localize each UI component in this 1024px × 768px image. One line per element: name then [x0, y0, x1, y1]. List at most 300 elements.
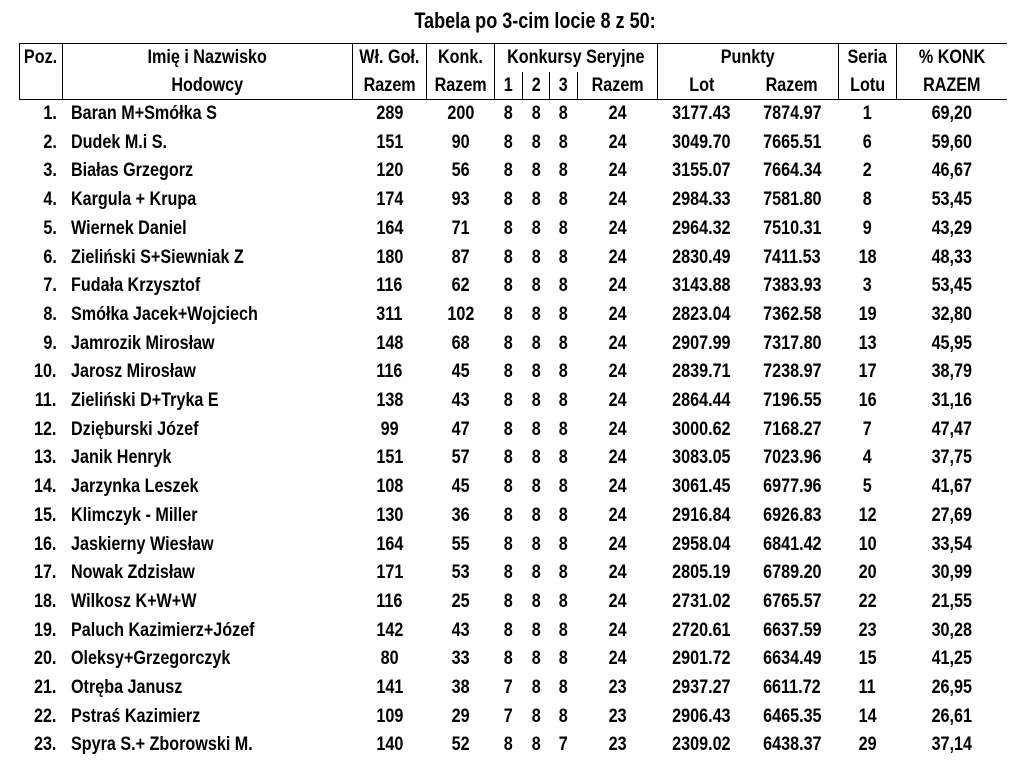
cell-name: Otręba Janusz [70, 677, 182, 699]
cell-ks1: 8 [503, 734, 513, 756]
cell-seria: 13 [858, 332, 877, 354]
cell-ks-razem: 24 [608, 533, 627, 555]
cell-lot: 2916.84 [672, 504, 731, 526]
table-row [20, 617, 1008, 646]
cell-ks-razem: 24 [608, 648, 627, 670]
cell-lot: 3083.05 [672, 447, 731, 469]
cell-punkty-razem: 7664.34 [762, 160, 822, 182]
cell-name: Janik Henryk [70, 447, 172, 469]
cell-wl: 164 [376, 217, 403, 239]
cell-ks2: 8 [531, 131, 541, 153]
table-row [20, 129, 1008, 158]
table-row [20, 100, 1008, 129]
cell-punkty-razem: 6634.49 [762, 648, 822, 670]
cell-lot: 3177.43 [672, 103, 731, 124]
cell-poz: 8. [43, 303, 57, 325]
cell-ks-razem: 23 [608, 677, 627, 699]
cell-ks2: 8 [531, 677, 541, 699]
cell-proc: 41,67 [931, 476, 972, 498]
cell-konk: 33 [451, 648, 470, 670]
cell-punkty-razem: 7023.96 [762, 447, 822, 469]
cell-proc: 30,28 [931, 619, 972, 641]
col-hodowcy-subheader: Hodowcy [63, 72, 353, 100]
cell-ks3: 8 [558, 504, 568, 526]
cell-ks3: 8 [558, 361, 568, 383]
cell-konk: 90 [451, 131, 470, 153]
cell-poz: 22. [34, 705, 57, 727]
cell-punkty-razem: 6438.37 [762, 734, 822, 756]
cell-name: Jamrozik Mirosław [70, 332, 215, 354]
cell-ks-razem: 24 [608, 418, 627, 440]
table-row [20, 244, 1008, 273]
cell-wl: 151 [376, 447, 403, 469]
cell-ks2: 8 [531, 189, 541, 211]
cell-ks-razem: 24 [608, 189, 627, 211]
cell-proc: 27,69 [931, 504, 972, 526]
col-proc-header: % KONK [896, 44, 1007, 73]
cell-name: Jarosz Mirosław [70, 361, 196, 383]
cell-ks3: 8 [558, 562, 568, 584]
col-konkursy-seryjne-header: Konkursy Seryjne [495, 44, 658, 73]
cell-name: Fudała Krzysztof [70, 275, 200, 297]
cell-ks-razem: 23 [608, 734, 627, 756]
cell-konk: 55 [451, 533, 470, 555]
cell-punkty-razem: 6637.59 [762, 619, 822, 641]
table-row [20, 301, 1008, 330]
cell-ks2: 8 [531, 476, 541, 498]
cell-wl: 80 [380, 648, 399, 670]
cell-ks-razem: 24 [608, 131, 627, 153]
col-konk-subheader: Razem [427, 72, 495, 100]
cell-ks1: 8 [503, 447, 513, 469]
cell-punkty-razem: 7362.58 [762, 303, 822, 325]
table-row [20, 157, 1008, 186]
cell-seria: 22 [858, 590, 877, 612]
cell-proc: 41,25 [931, 648, 972, 670]
cell-seria: 16 [858, 390, 877, 412]
cell-ks1: 8 [503, 246, 513, 268]
cell-konk: 25 [451, 590, 470, 612]
cell-lot: 2830.49 [672, 246, 731, 268]
cell-lot: 2720.61 [672, 619, 731, 641]
cell-seria: 14 [858, 705, 877, 727]
cell-ks2: 8 [531, 303, 541, 325]
cell-konk: 45 [451, 361, 470, 383]
cell-wl: 138 [376, 390, 403, 412]
cell-ks-razem: 24 [608, 217, 627, 239]
cell-konk: 53 [451, 562, 470, 584]
cell-konk: 71 [451, 217, 470, 239]
cell-poz: 5. [43, 217, 57, 239]
cell-ks3: 8 [558, 648, 568, 670]
cell-konk: 62 [451, 275, 470, 297]
cell-ks2: 8 [531, 217, 541, 239]
cell-poz: 2. [43, 131, 57, 153]
cell-proc: 46,67 [931, 160, 972, 182]
cell-name: Dzięburski Józef [70, 418, 198, 440]
cell-punkty-razem: 7168.27 [762, 418, 822, 440]
cell-ks2: 8 [531, 103, 541, 124]
cell-ks-razem: 24 [608, 476, 627, 498]
cell-lot: 3143.88 [672, 275, 731, 297]
table-row [20, 645, 1008, 674]
col-poz-subheader [20, 72, 63, 100]
cell-name: Oleksy+Grzegorczyk [70, 648, 230, 670]
cell-ks3: 8 [558, 390, 568, 412]
table-row [20, 473, 1008, 502]
cell-name: Kargula + Krupa [70, 189, 196, 211]
cell-proc: 37,75 [931, 447, 972, 469]
cell-wl: 151 [376, 131, 403, 153]
cell-ks1: 8 [503, 303, 513, 325]
cell-seria: 8 [862, 189, 872, 211]
cell-proc: 31,16 [931, 390, 972, 412]
cell-ks1: 8 [503, 476, 513, 498]
cell-wl: 140 [376, 734, 403, 756]
cell-poz: 7. [43, 275, 57, 297]
cell-ks2: 8 [531, 562, 541, 584]
cell-proc: 47,47 [931, 418, 972, 440]
cell-konk: 93 [451, 189, 470, 211]
cell-ks2: 8 [531, 533, 541, 555]
cell-proc: 45,95 [931, 332, 972, 354]
table-row [20, 703, 1008, 732]
cell-lot: 2864.44 [672, 390, 731, 412]
table-row [20, 444, 1008, 473]
cell-poz: 21. [34, 677, 57, 699]
cell-name: Nowak Zdzisław [70, 562, 195, 584]
col-proc-subheader: RAZEM [896, 72, 1007, 100]
cell-proc: 26,95 [931, 677, 972, 699]
cell-seria: 6 [862, 131, 872, 153]
cell-ks3: 8 [558, 189, 568, 211]
cell-ks1: 8 [503, 189, 513, 211]
cell-lot: 2906.43 [672, 705, 731, 727]
cell-ks3: 8 [558, 303, 568, 325]
cell-name: Spyra S.+ Zborowski M. [70, 734, 253, 756]
cell-seria: 11 [858, 677, 876, 699]
cell-seria: 12 [858, 504, 877, 526]
cell-ks1: 8 [503, 390, 513, 412]
cell-ks1: 8 [503, 562, 513, 584]
cell-poz: 11. [34, 390, 57, 412]
cell-lot: 2901.72 [672, 648, 731, 670]
cell-proc: 53,45 [931, 275, 972, 297]
cell-seria: 4 [862, 447, 872, 469]
cell-seria: 20 [858, 562, 877, 584]
cell-seria: 29 [858, 734, 877, 756]
cell-wl: 164 [376, 533, 403, 555]
table-row [20, 559, 1008, 588]
cell-ks-razem: 24 [608, 562, 627, 584]
cell-ks2: 8 [531, 160, 541, 182]
cell-seria: 18 [858, 246, 877, 268]
cell-name: Zieliński S+Siewniak Z [70, 246, 244, 268]
cell-ks3: 8 [558, 677, 568, 699]
cell-ks1: 8 [503, 160, 513, 182]
cell-ks-razem: 24 [608, 246, 627, 268]
cell-ks-razem: 24 [608, 160, 627, 182]
cell-ks-razem: 23 [608, 705, 627, 727]
cell-ks3: 8 [558, 275, 568, 297]
cell-name: Wilkosz K+W+W [70, 590, 196, 612]
cell-poz: 3. [43, 160, 57, 182]
col-seria-header: Seria [838, 44, 896, 73]
cell-poz: 16. [34, 533, 57, 555]
cell-ks1: 8 [503, 332, 513, 354]
cell-punkty-razem: 6841.42 [762, 533, 822, 555]
cell-ks2: 8 [531, 705, 541, 727]
cell-poz: 23. [34, 734, 57, 756]
cell-proc: 33,54 [931, 533, 972, 555]
table-row [20, 330, 1008, 359]
cell-lot: 2309.02 [672, 734, 731, 756]
cell-ks3: 8 [558, 217, 568, 239]
cell-name: Pstraś Kazimierz [70, 705, 200, 727]
cell-ks-razem: 24 [608, 447, 627, 469]
cell-wl: 108 [376, 476, 403, 498]
cell-konk: 56 [451, 160, 470, 182]
cell-ks-razem: 24 [608, 361, 627, 383]
cell-ks2: 8 [531, 361, 541, 383]
cell-poz: 6. [43, 246, 57, 268]
cell-seria: 5 [862, 476, 872, 498]
cell-wl: 174 [376, 189, 403, 211]
table-row [20, 588, 1008, 617]
cell-konk: 57 [451, 447, 470, 469]
col-name-header: Imię i Nazwisko [63, 44, 353, 73]
cell-ks3: 8 [558, 705, 568, 727]
cell-ks1: 8 [503, 131, 513, 153]
cell-lot: 2805.19 [672, 562, 731, 584]
table-row [20, 731, 1008, 760]
cell-seria: 10 [858, 533, 877, 555]
cell-lot: 2731.02 [672, 590, 731, 612]
cell-seria: 9 [862, 217, 872, 239]
cell-konk: 52 [451, 734, 470, 756]
cell-ks2: 8 [531, 390, 541, 412]
col-poz-header: Poz. [20, 44, 63, 73]
col-punkty-header: Punkty [657, 44, 838, 73]
cell-seria: 1 [862, 103, 872, 124]
cell-poz: 15. [34, 504, 57, 526]
cell-konk: 38 [451, 677, 470, 699]
cell-ks2: 8 [531, 590, 541, 612]
cell-proc: 43,29 [931, 217, 972, 239]
cell-punkty-razem: 7238.97 [762, 361, 822, 383]
cell-proc: 38,79 [931, 361, 972, 383]
cell-ks-razem: 24 [608, 619, 627, 641]
cell-ks3: 7 [558, 734, 568, 756]
cell-ks2: 8 [531, 246, 541, 268]
cell-ks3: 8 [558, 103, 568, 124]
cell-proc: 59,60 [931, 131, 972, 153]
cell-ks2: 8 [531, 418, 541, 440]
cell-ks2: 8 [531, 332, 541, 354]
col-lot-subheader: Lot [657, 72, 746, 100]
cell-name: Dudek M.i S. [70, 131, 167, 153]
cell-lot: 3049.70 [672, 131, 731, 153]
cell-ks1: 8 [503, 504, 513, 526]
cell-konk: 43 [451, 390, 470, 412]
cell-proc: 48,33 [931, 246, 972, 268]
cell-ks1: 8 [503, 361, 513, 383]
cell-punkty-razem: 7383.93 [762, 275, 822, 297]
cell-proc: 53,45 [931, 189, 972, 211]
cell-poz: 14. [34, 476, 57, 498]
cell-wl: 99 [380, 418, 399, 440]
cell-ks1: 7 [503, 677, 513, 699]
cell-ks3: 8 [558, 418, 568, 440]
cell-punkty-razem: 7874.97 [762, 103, 822, 124]
cell-konk: 36 [451, 504, 470, 526]
cell-ks-razem: 24 [608, 390, 627, 412]
cell-lot: 2964.32 [672, 217, 731, 239]
cell-ks3: 8 [558, 533, 568, 555]
cell-proc: 21,55 [931, 590, 972, 612]
cell-ks-razem: 24 [608, 590, 627, 612]
cell-proc: 37,14 [931, 734, 972, 756]
col-konk-header: Konk. [427, 44, 495, 73]
cell-poz: 13. [34, 447, 57, 469]
cell-seria: 15 [858, 648, 877, 670]
results-table [19, 43, 1007, 760]
cell-punkty-razem: 6926.83 [762, 504, 822, 526]
cell-ks2: 8 [531, 275, 541, 297]
cell-konk: 87 [451, 246, 470, 268]
cell-lot: 2958.04 [672, 533, 731, 555]
cell-name: Paluch Kazimierz+Józef [70, 619, 255, 641]
cell-punkty-razem: 7196.55 [762, 390, 822, 412]
cell-ks1: 8 [503, 418, 513, 440]
cell-poz: 18. [34, 590, 57, 612]
table-row [20, 387, 1008, 416]
cell-lot: 3155.07 [672, 160, 731, 182]
cell-konk: 47 [451, 418, 470, 440]
cell-punkty-razem: 7581.80 [762, 189, 822, 211]
cell-ks-razem: 24 [608, 504, 627, 526]
cell-name: Baran M+Smółka S [70, 103, 217, 124]
cell-poz: 10. [34, 361, 57, 383]
cell-seria: 19 [858, 303, 877, 325]
cell-lot: 3061.45 [672, 476, 731, 498]
cell-wl: 116 [376, 590, 403, 612]
cell-konk: 29 [451, 705, 470, 727]
cell-ks3: 8 [558, 619, 568, 641]
cell-ks2: 8 [531, 648, 541, 670]
cell-punkty-razem: 7317.80 [762, 332, 822, 354]
cell-poz: 9. [43, 332, 57, 354]
cell-ks2: 8 [531, 619, 541, 641]
cell-punkty-razem: 6765.57 [762, 590, 822, 612]
cell-lot: 3000.62 [672, 418, 731, 440]
cell-lot: 2937.27 [672, 677, 731, 699]
cell-seria: 17 [858, 361, 877, 383]
cell-ks3: 8 [558, 590, 568, 612]
cell-poz: 17. [34, 562, 57, 584]
cell-punkty-razem: 6611.72 [763, 677, 821, 699]
cell-poz: 12. [34, 418, 57, 440]
table-row [20, 358, 1008, 387]
cell-ks1: 8 [503, 619, 513, 641]
cell-punkty-razem: 6465.35 [762, 705, 822, 727]
col-ks3-subheader: 3 [550, 72, 578, 100]
cell-wl: 141 [376, 677, 403, 699]
cell-seria: 3 [862, 275, 872, 297]
cell-name: Klimczyk - Miller [70, 504, 198, 526]
cell-proc: 69,20 [931, 103, 972, 124]
cell-ks3: 8 [558, 476, 568, 498]
cell-ks3: 8 [558, 447, 568, 469]
cell-poz: 19. [34, 619, 57, 641]
cell-wl: 142 [376, 619, 403, 641]
cell-name: Wiernek Daniel [70, 217, 187, 239]
cell-ks3: 8 [558, 332, 568, 354]
cell-poz: 4. [43, 189, 57, 211]
cell-ks3: 8 [558, 246, 568, 268]
cell-wl: 109 [376, 705, 403, 727]
cell-ks1: 8 [503, 590, 513, 612]
cell-lot: 2907.99 [672, 332, 731, 354]
cell-wl: 116 [376, 361, 403, 383]
cell-poz: 1. [43, 103, 57, 124]
cell-poz: 20. [34, 648, 57, 670]
cell-ks-razem: 24 [608, 332, 627, 354]
table-row [20, 674, 1008, 703]
table-row [20, 531, 1008, 560]
cell-punkty-razem: 6977.96 [762, 476, 822, 498]
cell-proc: 30,99 [931, 562, 972, 584]
cell-ks1: 8 [503, 217, 513, 239]
cell-punkty-razem: 7510.31 [762, 217, 822, 239]
cell-name: Jaskierny Wiesław [70, 533, 214, 555]
cell-konk: 102 [447, 303, 474, 325]
col-punkty-razem-subheader: Razem [746, 72, 838, 100]
cell-ks1: 8 [503, 533, 513, 555]
cell-ks1: 8 [503, 275, 513, 297]
cell-proc: 32,80 [931, 303, 972, 325]
cell-wl: 171 [376, 562, 403, 584]
cell-name: Jarzynka Leszek [70, 476, 198, 498]
cell-seria: 2 [862, 160, 872, 182]
cell-punkty-razem: 6789.20 [762, 562, 822, 584]
cell-konk: 200 [447, 103, 474, 124]
table-row [20, 215, 1008, 244]
table-body [20, 100, 1008, 761]
cell-konk: 43 [451, 619, 470, 641]
cell-wl: 180 [376, 246, 403, 268]
cell-ks1: 8 [503, 103, 513, 124]
cell-ks3: 8 [558, 160, 568, 182]
cell-proc: 26,61 [931, 705, 972, 727]
col-wl-subheader: Razem [353, 72, 427, 100]
cell-ks2: 8 [531, 504, 541, 526]
table-row [20, 416, 1008, 445]
cell-wl: 130 [376, 504, 403, 526]
col-seria-subheader: Lotu [838, 72, 896, 100]
cell-seria: 23 [858, 619, 877, 641]
cell-ks-razem: 24 [608, 103, 627, 124]
col-ks-razem-subheader: Razem [577, 72, 657, 100]
cell-ks2: 8 [531, 734, 541, 756]
cell-ks1: 8 [503, 648, 513, 670]
cell-lot: 2823.04 [672, 303, 731, 325]
col-ks1-subheader: 1 [495, 72, 523, 100]
cell-wl: 311 [376, 303, 403, 325]
cell-lot: 2839.71 [672, 361, 731, 383]
cell-ks-razem: 24 [608, 303, 627, 325]
cell-name: Smółka Jacek+Wojciech [70, 303, 258, 325]
